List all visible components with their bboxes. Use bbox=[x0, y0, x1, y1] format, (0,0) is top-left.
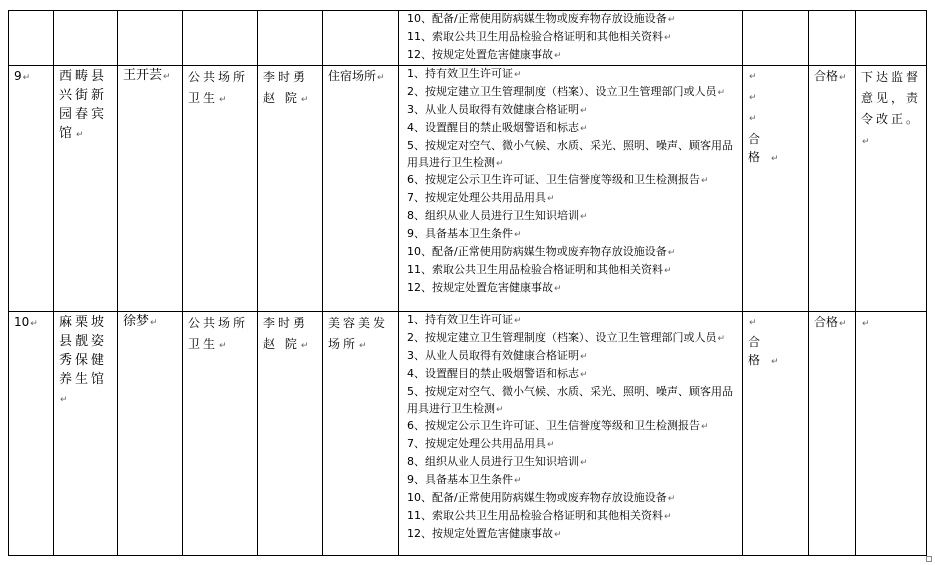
cell-opinion: ↵ bbox=[856, 312, 927, 556]
list-item: 6、按规定公示卫生许可证、卫生信誉度等级和卫生检测报告↵ bbox=[407, 419, 709, 433]
cell-unit bbox=[54, 11, 118, 66]
list-item: 10、配备/正常使用防病媒生物或废弃物存放设施设备↵ bbox=[407, 491, 676, 505]
list-item: 5、按规定对空气、微小气候、水质、采光、照明、噪声、顾客用品用具进行卫生检测↵ bbox=[407, 384, 733, 415]
cell-no: 10↵ bbox=[9, 312, 54, 556]
cell-item-result: ↵ 合 格↵ bbox=[743, 312, 809, 556]
list-item: 4、设置醒目的禁止吸烟警语和标志↵ bbox=[407, 366, 588, 380]
table-row bbox=[9, 312, 927, 556]
cell-overall bbox=[809, 11, 856, 66]
list-item: 1、持有效卫生许可证↵ bbox=[407, 313, 522, 326]
cell-type: 公共场所卫生↵ bbox=[183, 66, 258, 312]
cell-person bbox=[118, 11, 183, 66]
cell-item-result bbox=[743, 11, 809, 66]
list-item: 6、按规定公示卫生许可证、卫生信誉度等级和卫生检测报告↵ bbox=[407, 173, 709, 187]
table-row bbox=[9, 66, 927, 312]
table-row-partial bbox=[9, 11, 927, 66]
cell-items bbox=[399, 11, 743, 66]
cell-items bbox=[399, 66, 743, 312]
item-result-label: 合 格↵ bbox=[748, 132, 779, 164]
list-item: 11、索取公共卫生用品检验合格证明和其他相关资料↵ bbox=[407, 262, 672, 276]
list-item: 7、按规定处理公共用品用具↵ bbox=[407, 191, 555, 205]
page-corner-marker bbox=[926, 556, 932, 562]
list-item: 9、具备基本卫生条件↵ bbox=[407, 227, 522, 241]
list-item: 9、具备基本卫生条件↵ bbox=[407, 473, 522, 487]
list-item: 8、组织从业人员进行卫生知识培训↵ bbox=[407, 209, 588, 223]
list-item: 2、按规定建立卫生管理制度（档案）、设立卫生管理部门或人员↵ bbox=[407, 84, 726, 98]
cell-person: 徐梦↵ bbox=[118, 312, 183, 556]
cell-no bbox=[9, 11, 54, 66]
list-item: 1、持有效卫生许可证↵ bbox=[407, 67, 522, 80]
cell-unit: 西畴县兴街新园春宾馆↵ bbox=[54, 66, 118, 312]
cell-inspectors: 李时勇 赵 院↵ bbox=[258, 66, 323, 312]
list-item: 12、按规定处置危害健康事故↵ bbox=[407, 47, 562, 61]
cell-opinion bbox=[856, 11, 927, 66]
list-item: 2、按规定建立卫生管理制度（档案）、设立卫生管理部门或人员↵ bbox=[407, 330, 726, 344]
list-item: 8、组织从业人员进行卫生知识培训↵ bbox=[407, 455, 588, 469]
cell-type bbox=[183, 11, 258, 66]
list-item: 3、从业人员取得有效健康合格证明↵ bbox=[407, 348, 588, 362]
cell-unit: 麻栗坡县靓姿秀保健养生馆↵ bbox=[54, 312, 118, 556]
list-item: 11、索取公共卫生用品检验合格证明和其他相关资料↵ bbox=[407, 508, 672, 522]
cell-opinion: 下达监督意见，责令改正。↵ bbox=[856, 66, 927, 312]
cell-category bbox=[323, 11, 399, 66]
cell-items bbox=[399, 312, 743, 556]
cell-overall: 合格↵ bbox=[809, 66, 856, 312]
cell-person: 王开芸↵ bbox=[118, 66, 183, 312]
cell-item-result: ↵ ↵ ↵ 合 格↵ bbox=[743, 66, 809, 312]
list-item: 7、按规定处理公共用品用具↵ bbox=[407, 437, 555, 451]
item-result-label: 合 格↵ bbox=[748, 335, 779, 367]
cell-overall: 合格↵ bbox=[809, 312, 856, 556]
list-item: 10、配备/正常使用防病媒生物或废弃物存放设施设备↵ bbox=[407, 12, 676, 25]
list-item: 3、从业人员取得有效健康合格证明↵ bbox=[407, 102, 588, 116]
list-item: 11、索取公共卫生用品检验合格证明和其他相关资料↵ bbox=[407, 29, 672, 43]
cell-category: 住宿场所↵ bbox=[323, 66, 399, 312]
list-item: 12、按规定处置危害健康事故↵ bbox=[407, 526, 562, 540]
list-item: 12、按规定处置危害健康事故↵ bbox=[407, 280, 562, 294]
cell-no: 9↵ bbox=[9, 66, 54, 312]
list-item: 10、配备/正常使用防病媒生物或废弃物存放设施设备↵ bbox=[407, 245, 676, 259]
cell-category: 美容美发场所↵ bbox=[323, 312, 399, 556]
cell-inspectors: 李时勇 赵 院↵ bbox=[258, 312, 323, 556]
cell-type: 公共场所卫生↵ bbox=[183, 312, 258, 556]
list-item: 4、设置醒目的禁止吸烟警语和标志↵ bbox=[407, 120, 588, 134]
list-item: 5、按规定对空气、微小气候、水质、采光、照明、噪声、顾客用品用具进行卫生检测↵ bbox=[407, 138, 733, 169]
inspection-table bbox=[8, 10, 927, 556]
cell-inspectors bbox=[258, 11, 323, 66]
